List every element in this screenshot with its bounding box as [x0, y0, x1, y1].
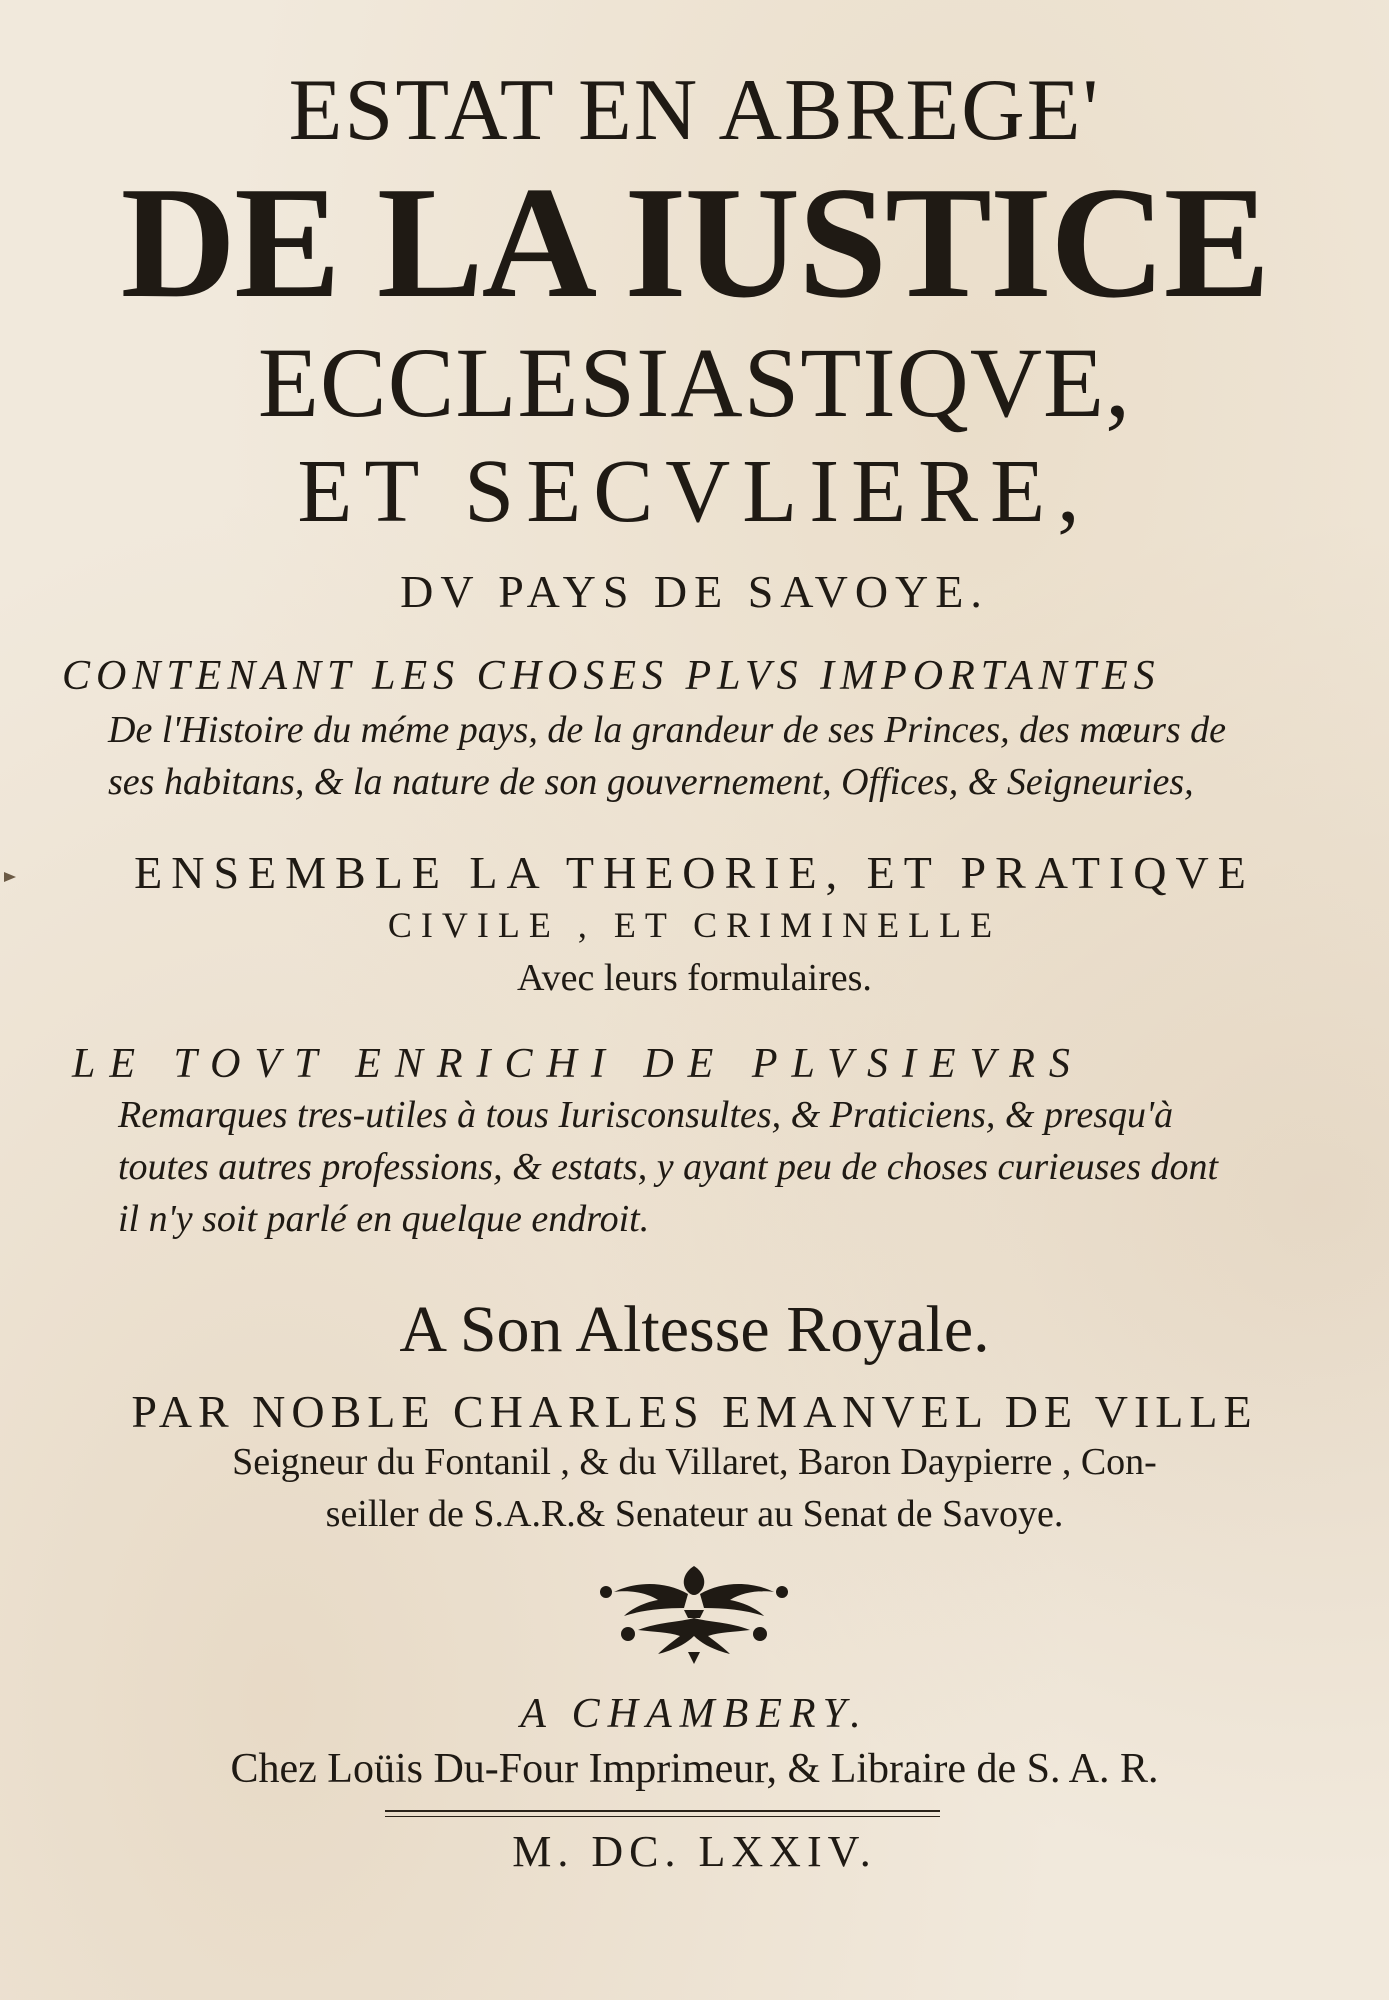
title-line-2: DE LA IUSTICE [120, 153, 1269, 331]
dedication: A Son Altesse Royale. [399, 1293, 990, 1366]
ensemble-line-1: ENSEMBLE LA THEORIE, ET PRATIQVE [134, 847, 1255, 898]
author-line-1: PAR NOBLE CHARLES EMANVEL DE VILLE [131, 1386, 1258, 1437]
title-line-1: ESTAT EN ABREGE' [288, 62, 1101, 159]
imprint-year: M. DC. LXXIV. [512, 1827, 877, 1876]
title-line-5: DV PAYS DE SAVOYE. [400, 566, 989, 617]
ensemble-line-3: Avec leurs formulaires. [517, 957, 872, 999]
contents-line-1: De l'Histoire du méme pays, de la grandeur de ses Princes, des mœurs de [108, 709, 1227, 751]
imprint-rule [385, 1810, 940, 1817]
enrichi-line-3: il n'y soit parlé en quelque endroit. [118, 1198, 650, 1240]
author-line-2: Seigneur du Fontanil , & du Villaret, Baron Daypierre , Con- [232, 1441, 1157, 1483]
ensemble-line-2: CIVILE , ET CRIMINELLE [387, 905, 1002, 945]
enrichi-heading: LE TOVT ENRICHI DE PLVSIEVRS [72, 1041, 1084, 1087]
title-line-3: ECCLESIASTIQVE, [257, 327, 1132, 438]
enrichi-line-2: toutes autres professions, & estats, y ayant peu de choses curieuses dont [118, 1146, 1219, 1188]
imprint-printer: Chez Loüis Du-Four Imprimeur, & Libraire de S. A. R. [230, 1746, 1159, 1792]
contents-heading: CONTENANT LES CHOSES PLVS IMPORTANTES [62, 653, 1161, 699]
fleuron-ornament-icon [584, 1558, 804, 1668]
contents-line-2: ses habitans, & la nature de son gouvernement, Offices, & Seigneuries, [108, 761, 1194, 803]
imprint-city: A CHAMBERY. [520, 1691, 869, 1737]
author-line-3: seiller de S.A.R.& Senateur au Senat de Savoye. [325, 1493, 1064, 1535]
enrichi-line-1: Remarques tres-utiles à tous Iurisconsultes, & Praticiens, & presqu'à [118, 1094, 1174, 1136]
title-line-4: ET SECVLIERE, [297, 442, 1092, 541]
